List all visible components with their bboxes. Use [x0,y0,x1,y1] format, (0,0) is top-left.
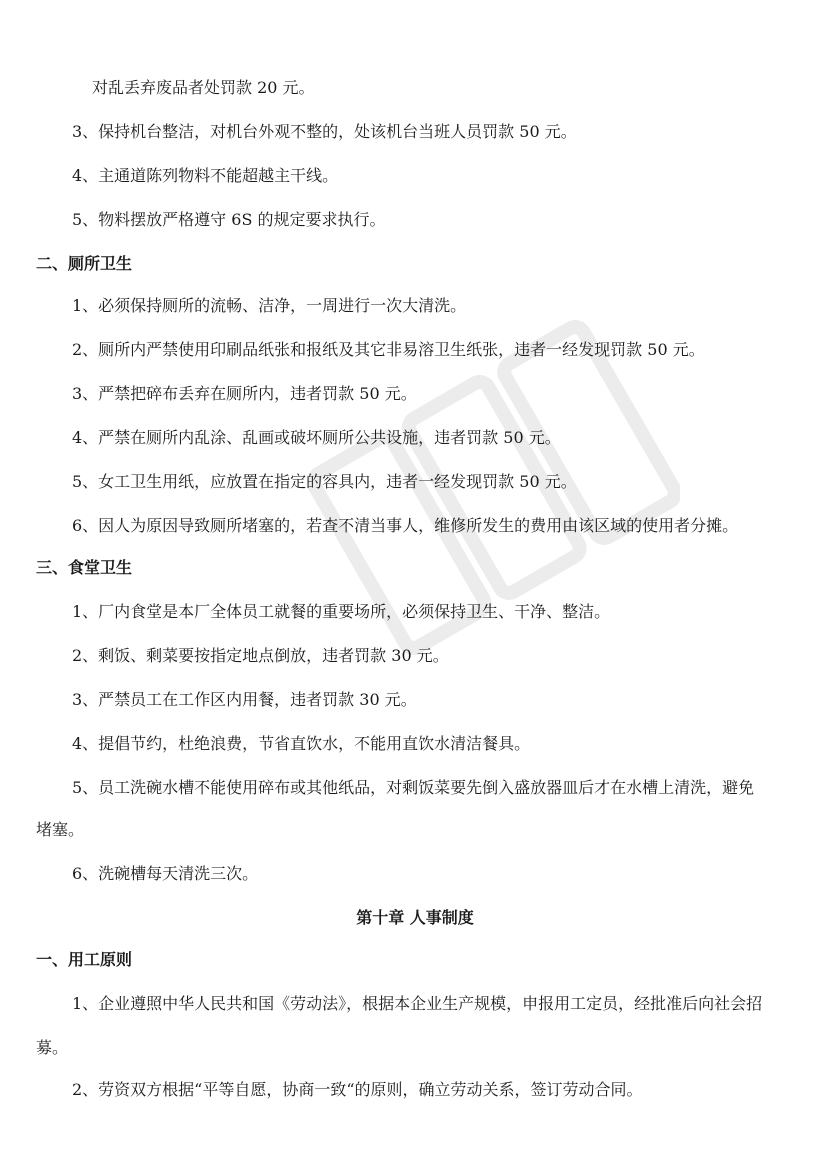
text-line: 1、必须保持厕所的流畅、洁净，一周进行一次大清洗。 [72,296,467,315]
text-line: 5、女工卫生用纸，应放置在指定的容具内，违者一经发现罚款 50 元。 [72,472,577,491]
text-line: 2、劳资双方根据“平等自愿，协商一致“的原则，确立劳动关系，签订劳动合同。 [72,1080,643,1099]
text-line: 6、因人为原因导致厕所堵塞的，若查不清当事人，维修所发生的费用由该区域的使用者分摊。 [72,516,739,535]
text-line: 1、厂内食堂是本厂全体员工就餐的重要场所，必须保持卫生、干净、整洁。 [72,602,611,621]
text-line: 6、洗碗槽每天清洗三次。 [72,864,259,883]
text-line: 对乱丢弃废品者处罚款 20 元。 [92,78,315,97]
text-line: 4、提倡节约，杜绝浪费，节省直饮水，不能用直饮水清洁餐具。 [72,734,531,753]
text-line: 3、严禁把碎布丢弃在厕所内，违者罚款 50 元。 [72,384,417,403]
text-line: 堵塞。 [36,820,85,839]
text-line: 5、物料摆放严格遵守 6S 的规定要求执行。 [72,210,386,229]
text-line: 4、主通道陈列物料不能超越主干线。 [72,166,339,185]
text-line: 5、员工洗碗水槽不能使用碎布或其他纸品，对剩饭菜要先倒入盛放器皿后才在水槽上清洗，避免 [72,778,755,797]
text-line: 3、保持机台整洁，对机台外观不整的，处该机台当班人员罚款 50 元。 [72,122,577,141]
section-heading: 一、用工原则 [36,950,133,969]
text-line: 2、厕所内严禁使用印刷品纸张和报纸及其它非易溶卫生纸张，违者一经发现罚款 50 元。 [72,340,705,359]
text-line: 2、剩饭、剩菜要按指定地点倒放，违者罚款 30 元。 [72,646,449,665]
section-heading: 三、食堂卫生 [36,558,133,577]
text-line: 1、企业遵照中华人民共和国《劳动法》，根据本企业生产规模，申报用工定员，经批准后向社会招 [72,994,763,1013]
text-line: 募。 [36,1038,69,1057]
text-line: 4、严禁在厕所内乱涂、乱画或破坏厕所公共设施，违者罚款 50 元。 [72,428,561,447]
text-line: 3、严禁员工在工作区内用餐，违者罚款 30 元。 [72,690,417,709]
chapter-title: 第十章 人事制度 [356,908,474,927]
section-heading: 二、厕所卫生 [36,254,133,273]
